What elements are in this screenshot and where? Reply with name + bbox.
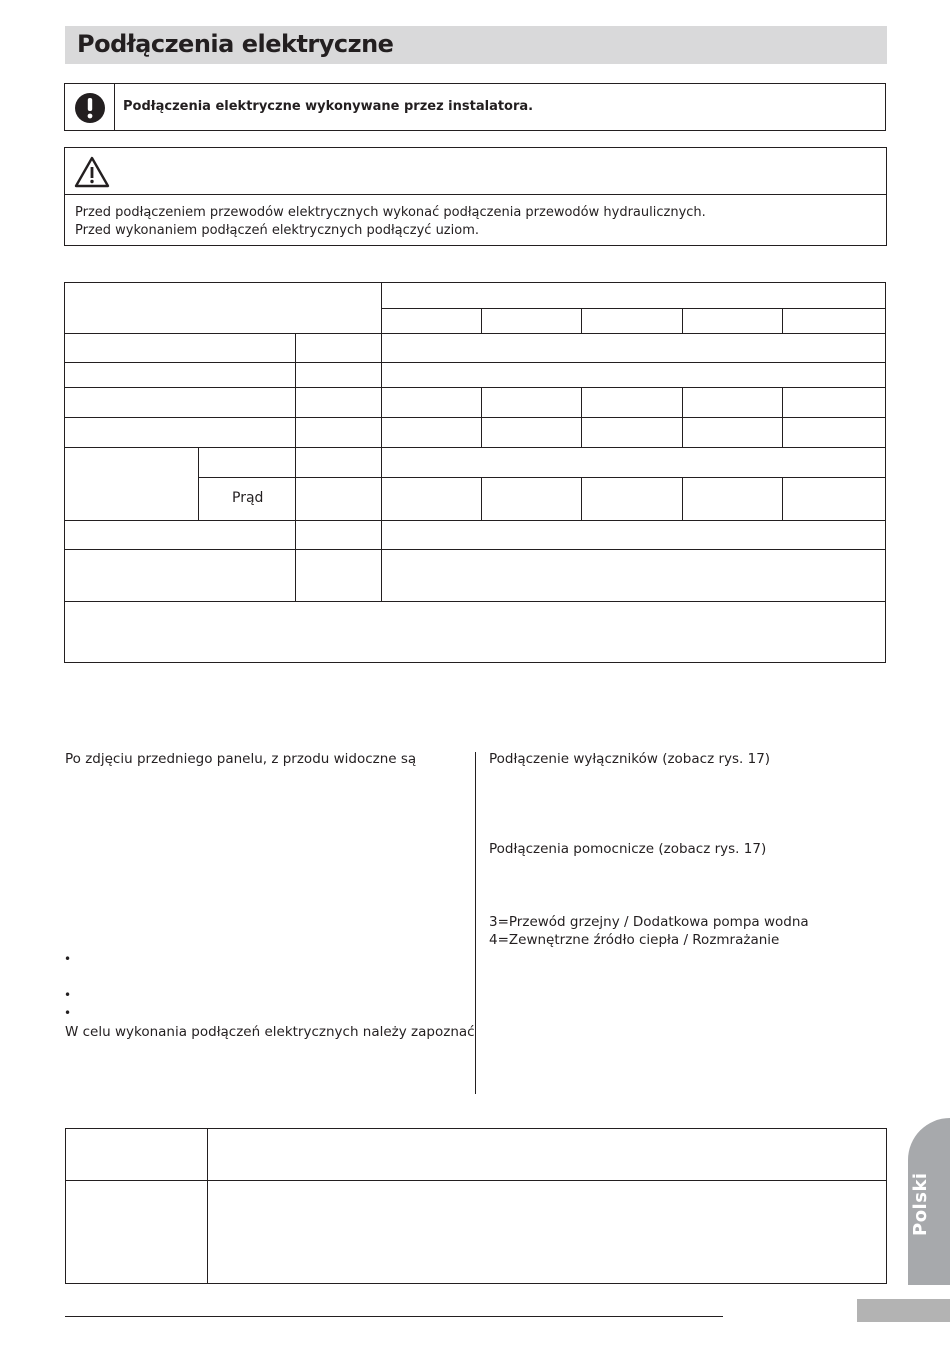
footer-rule	[65, 1316, 723, 1317]
bullet-2: •	[64, 988, 72, 1002]
installer-note-text: Podłączenia elektryczne wykonywane przez instalatora.	[123, 99, 534, 114]
switch-connection-text: Podłączenie wyłączników (zobacz rys. 17)	[489, 751, 771, 767]
bullet-1: •	[64, 952, 72, 966]
bullet-3: •	[64, 1006, 72, 1020]
warning-line-2: Przed wykonaniem podłączeń elektrycznych podłączyć uziom.	[75, 223, 479, 238]
warning-box	[64, 147, 887, 246]
panel-intro-text: Po zdjęciu przedniego panelu, z przodu widoczne są	[65, 751, 417, 767]
bottom-table	[65, 1128, 887, 1284]
page-title: Podłączenia elektryczne	[77, 30, 394, 58]
page-number-box	[857, 1299, 950, 1322]
language-tab	[908, 1118, 950, 1285]
wiring-instruction-text: W celu wykonania podłączeń elektrycznych należy zapoznać	[65, 1024, 475, 1040]
warning-line-1: Przed podłączeniem przewodów elektrycznych wykonać podłączenia przewodów hydraulicznych.	[75, 205, 706, 220]
language-tab-label: Polski	[910, 1172, 931, 1236]
page-title-bar	[65, 26, 887, 64]
auxiliary-connection-text: Podłączenia pomocnicze (zobacz rys. 17)	[489, 841, 767, 857]
column-divider	[475, 752, 476, 1094]
terminal-3-text: 3=Przewód grzejny / Dodatkowa pompa wodna	[489, 914, 809, 930]
exclamation-icon	[73, 91, 107, 125]
spec-table	[64, 282, 886, 663]
current-label: Prąd	[232, 490, 264, 506]
terminal-4-text: 4=Zewnętrzne źródło ciepła / Rozmrażanie	[489, 932, 780, 948]
installer-note	[64, 83, 886, 131]
warning-triangle-icon	[74, 156, 110, 188]
